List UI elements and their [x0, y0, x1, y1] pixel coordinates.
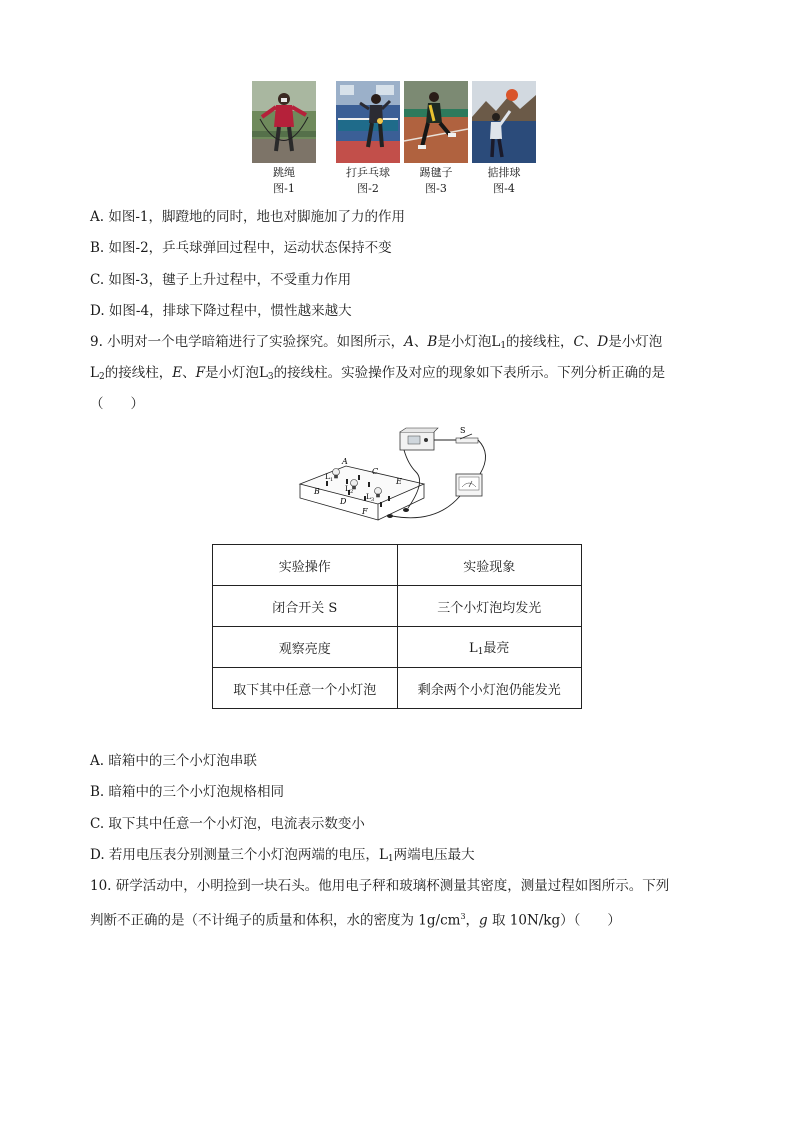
q8-option-d: D. 如图-4，排球下降过程中，惯性越来越大	[90, 303, 352, 319]
photo-volleyball	[472, 81, 536, 163]
photo-caption: 打乒乓球	[346, 166, 390, 179]
table-row	[213, 668, 582, 709]
sports-photo-strip	[252, 81, 544, 197]
table-row	[213, 586, 582, 627]
q8-option-c: C. 如图-3，毽子上升过程中，不受重力作用	[90, 272, 352, 288]
circuit-box-diagram	[296, 424, 506, 540]
q8-option-a: A. 如图-1，脚蹬地的同时，地也对脚施加了力的作用	[90, 209, 405, 225]
table-cell: 三个小灯泡均发光	[397, 586, 582, 627]
terminal-label-a: A	[342, 457, 348, 466]
figure-number: 图-1	[273, 182, 295, 195]
photo-shuttlecock	[404, 81, 468, 163]
lamp-subscript: 2	[350, 489, 354, 495]
lamp-label: L	[325, 472, 330, 481]
q10-stem-line-2: 判断不正确的是（不计绳子的质量和体积，水的密度为 $1g/cm^3$，g 取 10N/kg）（ ）	[90, 912, 621, 929]
q9-option-c: C. 取下其中任意一个小灯泡，电流表示数变小	[90, 816, 365, 832]
lamp-subscript: 1	[330, 477, 334, 483]
photo-ping-pong	[336, 81, 400, 163]
terminal-label-d: D	[340, 497, 347, 506]
table-cell: 观察亮度	[213, 627, 398, 668]
terminal-label-c: C	[372, 467, 379, 476]
photo-jump-rope	[252, 81, 316, 163]
terminal-label-e: E	[396, 477, 402, 486]
terminal-label-f: F	[362, 507, 368, 516]
table-cell: $L_1$最亮	[397, 627, 582, 668]
q9-answer-blank: （ ）	[90, 396, 144, 412]
q9-option-a: A. 暗箱中的三个小灯泡串联	[90, 753, 257, 769]
table-cell: 取下其中任意一个小灯泡	[213, 668, 398, 709]
table-header-cell: 实验操作	[213, 545, 398, 586]
photo-caption: 踢毽子	[419, 166, 453, 179]
lamp-label: L	[366, 492, 371, 501]
q10-stem-line-1: 10. 研学活动中，小明捡到一块石头。他用电子秤和玻璃杯测量其密度，测量过程如图所示。下列	[90, 878, 670, 894]
figure-number: 图-2	[357, 182, 379, 195]
table-cell: 剩余两个小灯泡仍能发光	[397, 668, 582, 709]
switch-label: S	[460, 426, 466, 435]
q9-option-d: D. 若用电压表分别测量三个小灯泡两端的电压，$L_1$两端电压最大	[90, 847, 475, 864]
lamp-subscript: 3	[371, 497, 375, 503]
photo-caption: 跳绳	[273, 166, 295, 179]
table-cell: 闭合开关 S	[213, 586, 398, 627]
table-row	[213, 627, 582, 668]
q9-option-b: B. 暗箱中的三个小灯泡规格相同	[90, 784, 285, 800]
table-header-cell: 实验现象	[397, 545, 582, 586]
figure-number: 图-4	[493, 182, 515, 195]
q8-option-b: B. 如图-2，乒乓球弹回过程中，运动状态保持不变	[90, 240, 392, 256]
experiment-table	[212, 544, 582, 709]
figure-number: 图-3	[425, 182, 447, 195]
photo-caption: 掂排球	[487, 166, 521, 179]
q9-stem-line-2: $L_2$的接线柱，E、F是小灯泡$L_3$的接线柱。实验操作及对应的现象如下表所示。下列分析正确的是	[90, 365, 666, 382]
q9-stem-line-1: 9. 小明对一个电学暗箱进行了实验探究。如图所示，A、B是小灯泡$L_1$的接线柱，C、D是小灯泡	[90, 334, 663, 351]
table-header-row	[213, 545, 582, 586]
terminal-label-b: B	[314, 487, 320, 496]
lamp-label: L	[345, 484, 350, 493]
